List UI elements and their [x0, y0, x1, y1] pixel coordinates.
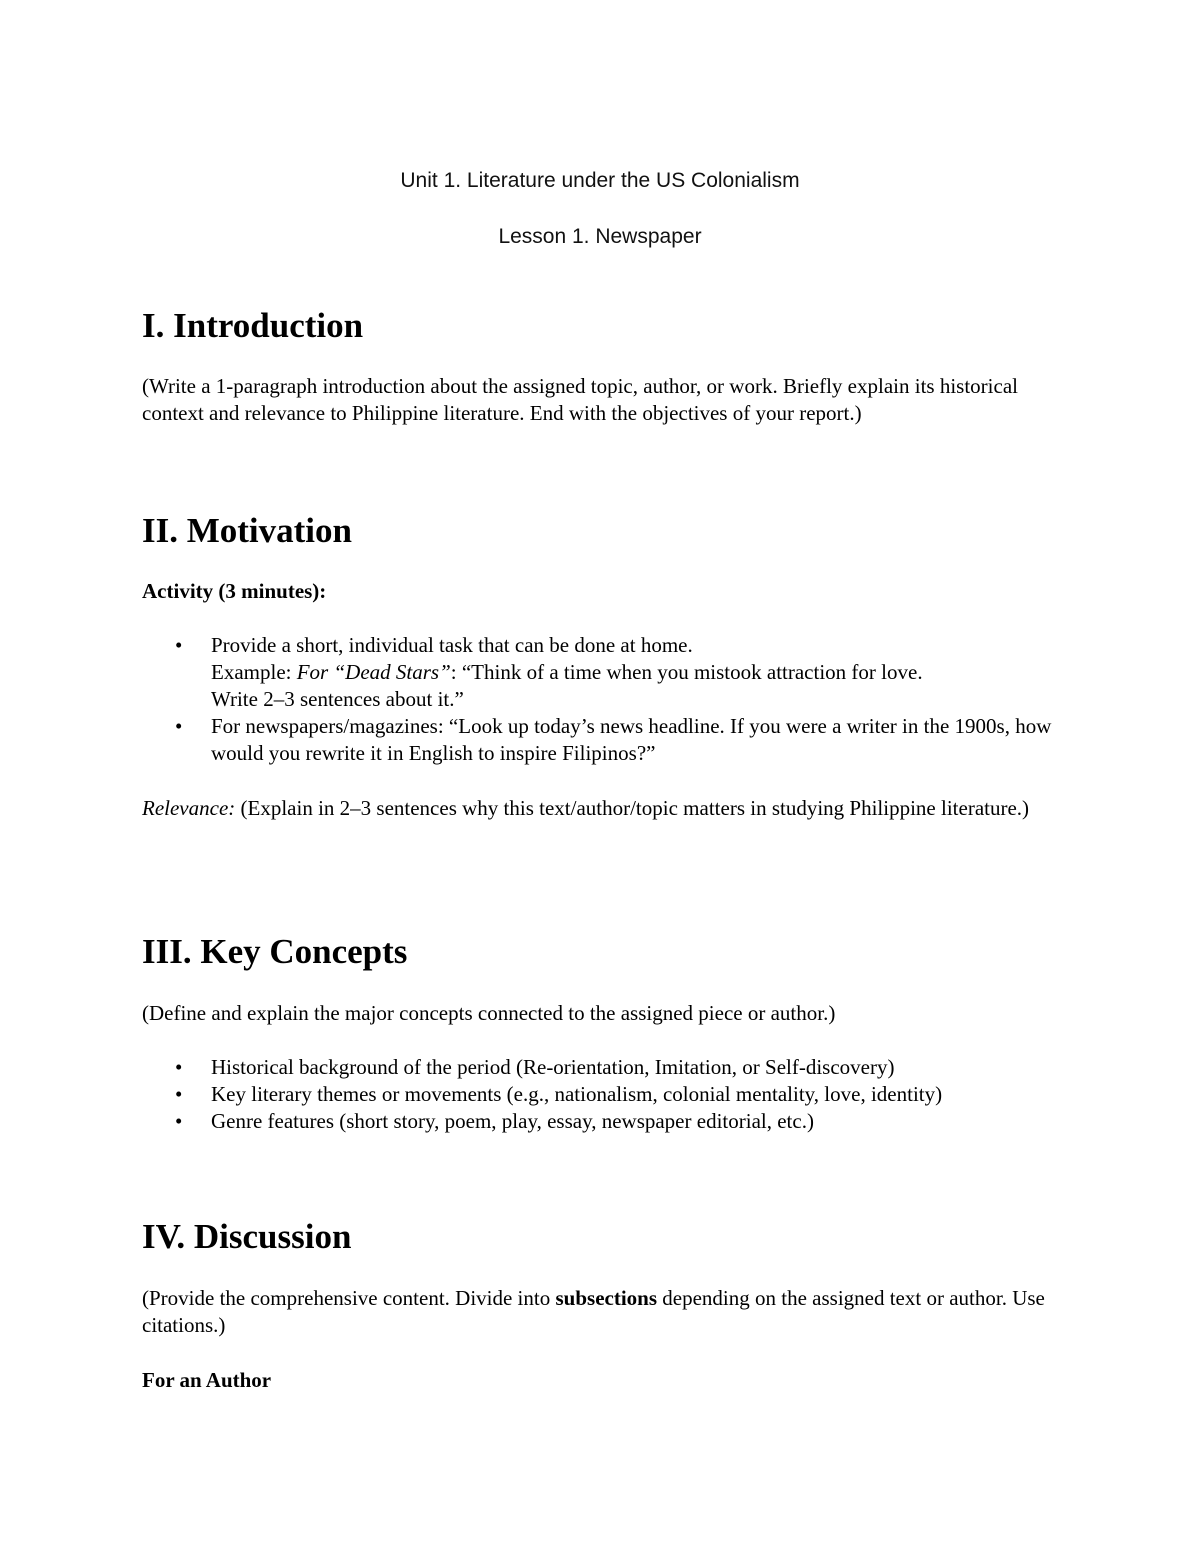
author-subheading: For an Author	[142, 1368, 272, 1392]
relevance-label: Relevance:	[142, 796, 236, 820]
activity-label: Activity (3 minutes):	[142, 579, 327, 603]
introduction-heading: I. Introduction	[142, 306, 364, 345]
discussion-text-end: depending on the assigned text or author. Use citations.)	[142, 1286, 1045, 1337]
list-item	[142, 1081, 1072, 1108]
discussion-text	[142, 1285, 1062, 1339]
list-item	[142, 713, 1072, 767]
lesson-title: Lesson 1. Newspaper	[498, 225, 702, 248]
bullet-marker: •	[175, 714, 183, 738]
key-concepts-list	[142, 1054, 1072, 1135]
newspaper-task-text: For newspapers/magazines: “Look up today’s news headline. If you were a writer in the 1900s, how would you rewrite it in English to inspire Filipinos?”	[211, 714, 1052, 765]
example-title: For “Dead Stars”	[296, 660, 451, 684]
discussion-emphasis: subsections	[555, 1286, 658, 1310]
example-quote: : “Think of a time when you mistook attraction for love.	[450, 660, 923, 684]
list-item	[142, 1108, 1072, 1135]
relevance-paragraph	[142, 795, 1062, 822]
bullet-marker: •	[175, 1055, 183, 1079]
example-prefix: Example:	[211, 660, 297, 684]
bullet-marker: •	[175, 1082, 183, 1106]
unit-title: Unit 1. Literature under the US Colonialism	[400, 169, 800, 192]
example-text	[211, 659, 1072, 686]
concept-item: Genre features (short story, poem, play, essay, newspaper editorial, etc.)	[211, 1109, 814, 1133]
introduction-text: (Write a 1-paragraph introduction about the assigned topic, author, or work. Briefly explain its historical context and relevance to Philippine literature. End with the objectives of your report.)	[142, 374, 1018, 425]
motivation-bullet-list	[142, 632, 1072, 767]
example-continuation: Write 2–3 sentences about it.”	[211, 687, 464, 711]
bullet-marker: •	[175, 633, 183, 657]
concept-item: Historical background of the period (Re-orientation, Imitation, or Self-discovery)	[211, 1055, 895, 1079]
bullet-marker: •	[175, 1109, 183, 1133]
concept-item: Key literary themes or movements (e.g., nationalism, colonial mentality, love, identity)	[211, 1082, 943, 1106]
list-item	[142, 1054, 1072, 1081]
key-concepts-heading: III. Key Concepts	[142, 932, 408, 971]
list-item	[142, 632, 1072, 713]
relevance-text: (Explain in 2–3 sentences why this text/author/topic matters in studying Philippine literature.)	[235, 796, 1030, 820]
discussion-text-start: (Provide the comprehensive content. Divide into	[142, 1286, 556, 1310]
task-text: Provide a short, individual task that can be done at home.	[211, 633, 693, 657]
motivation-heading: II. Motivation	[142, 511, 352, 550]
key-concepts-intro: (Define and explain the major concepts connected to the assigned piece or author.)	[142, 1001, 836, 1025]
discussion-heading: IV. Discussion	[142, 1217, 352, 1256]
